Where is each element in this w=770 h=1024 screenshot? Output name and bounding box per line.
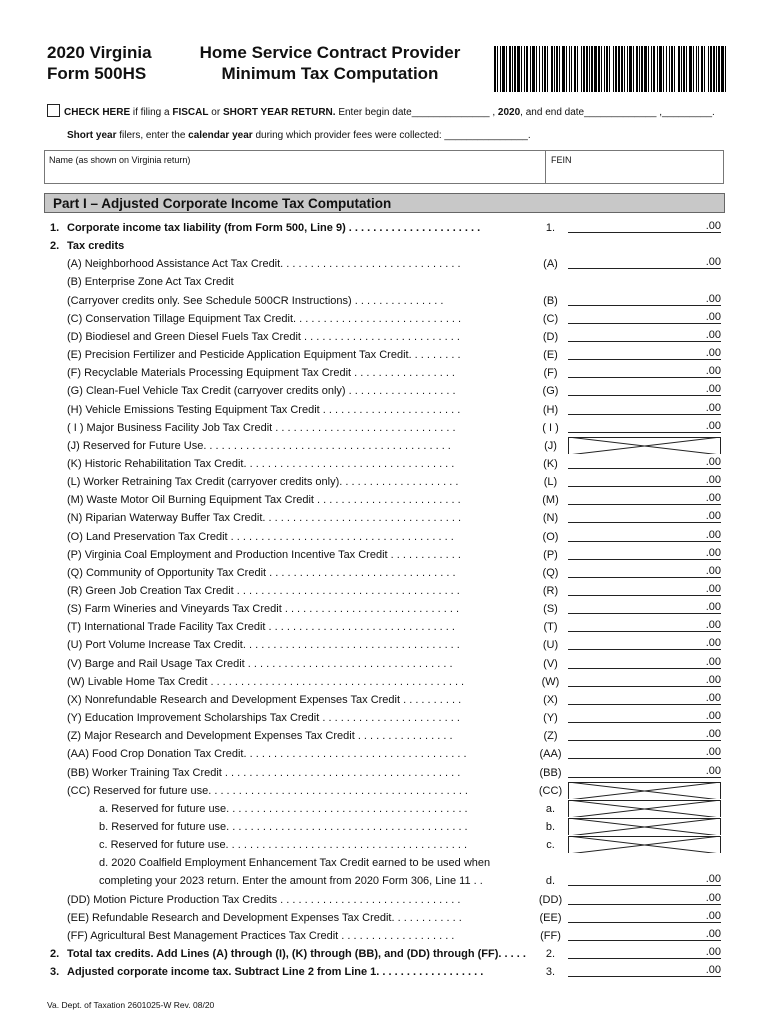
amount-field[interactable]: .00 xyxy=(568,582,721,596)
barcode-bar xyxy=(571,46,572,92)
main-title-line1: Home Service Contract Provider xyxy=(199,43,461,62)
barcode-bar xyxy=(669,46,670,92)
short-year-text-1: filers, enter the xyxy=(116,130,189,141)
line-label: (A) Neighborhood Assistance Act Tax Credit. . . . . . . . . . . . . . . . . . . . . . . . . . . . . . xyxy=(67,258,461,270)
barcode-bar xyxy=(636,46,638,92)
year-label: 2020 xyxy=(497,107,521,118)
tax-line-row xyxy=(0,963,770,981)
barcode-bar xyxy=(713,46,715,92)
line-reference: (CC) xyxy=(538,785,563,797)
barcode-bar xyxy=(651,46,652,92)
barcode xyxy=(494,46,726,92)
tax-line-row xyxy=(0,800,770,818)
line-label: (O) Land Preservation Tax Credit . . . . . . . . . . . . . . . . . . . . . . . . . . . . . . . . . . . . . xyxy=(67,531,454,543)
line-reference: (S) xyxy=(543,603,558,615)
barcode-bar xyxy=(678,46,680,92)
barcode-bar xyxy=(581,46,582,92)
barcode-bar xyxy=(577,46,578,92)
line-reference: 2. xyxy=(545,948,556,960)
barcode-bar xyxy=(696,46,697,92)
check-here-label: CHECK HERE xyxy=(64,107,131,118)
barcode-bar xyxy=(606,46,608,92)
tax-line-row xyxy=(0,727,770,745)
amount-field[interactable]: .00 xyxy=(568,927,721,941)
line-label: Corporate income tax liability (from Form 500, Line 9) . . . . . . . . . . . . . . . . . . . . . . xyxy=(67,222,481,234)
barcode-bar xyxy=(725,46,726,92)
tax-line-row xyxy=(0,818,770,836)
barcode-bar xyxy=(566,46,567,92)
line-label: (E) Precision Fertilizer and Pesticide Application Equipment Tax Credit. . . . . . . . . xyxy=(67,349,461,361)
barcode-bar xyxy=(618,46,620,92)
line-reference: (DD) xyxy=(538,894,563,906)
amount-field[interactable]: .00 xyxy=(568,764,721,778)
line-label: completing your 2023 return. Enter the amount from 2020 Form 306, Line 11 . . xyxy=(99,875,483,887)
barcode-bar xyxy=(601,46,602,92)
line-label: (C) Conservation Tillage Equipment Tax Credit. . . . . . . . . . . . . . . . . . . . . . . . . . . . xyxy=(67,313,462,325)
barcode-bar xyxy=(536,46,537,92)
line-reference: (O) xyxy=(542,531,559,543)
barcode-bar xyxy=(663,46,664,92)
amount-field[interactable]: .00 xyxy=(568,891,721,905)
barcode-bar xyxy=(562,46,565,92)
amount-field[interactable]: .00 xyxy=(568,292,721,306)
tax-line-row xyxy=(0,473,770,491)
line-label: (G) Clean-Fuel Vehicle Tax Credit (carryover credits only) . . . . . . . . . . . . . . . . . . xyxy=(67,385,456,397)
barcode-bar xyxy=(583,46,585,92)
check-text-1: if filing a xyxy=(130,107,173,118)
barcode-bar xyxy=(686,46,687,92)
tax-line-row xyxy=(0,909,770,927)
tax-line-row xyxy=(0,927,770,945)
fiscal-label: FISCAL xyxy=(172,107,209,118)
line-label: (CC) Reserved for future use. . . . . . . . . . . . . . . . . . . . . . . . . . . . . . . . . . . . . . . . . . . xyxy=(67,785,468,797)
crossed-out-field xyxy=(568,818,721,835)
line-reference: (W) xyxy=(541,676,560,688)
line-reference: (E) xyxy=(543,349,558,361)
line-reference: c. xyxy=(546,839,555,851)
form-main-title xyxy=(180,42,480,84)
barcode-bar xyxy=(698,46,699,92)
line-reference: (C) xyxy=(542,313,559,325)
fiscal-short-year-checkbox[interactable] xyxy=(47,104,60,117)
tax-line-row xyxy=(0,455,770,473)
barcode-bar xyxy=(559,46,560,92)
barcode-bar xyxy=(494,46,496,92)
tax-line-row xyxy=(0,546,770,564)
tax-line-row xyxy=(0,255,770,273)
line-label: (X) Nonrefundable Research and Development Expenses Tax Credit . . . . . . . . . . xyxy=(67,694,462,706)
tax-line-row xyxy=(0,618,770,636)
line-label: Adjusted corporate income tax. Subtract Line 2 from Line 1. . . . . . . . . . . . . . . . . . xyxy=(67,966,484,978)
calendar-year-field[interactable]: during which provider fees were collected: _______________. xyxy=(252,130,531,141)
line-reference: (K) xyxy=(543,458,558,470)
barcode-bar xyxy=(629,46,632,92)
line-label: (Y) Education Improvement Scholarships Tax Credit . . . . . . . . . . . . . . . . . . . . . . . xyxy=(67,712,460,724)
end-date-field[interactable]: , and end date_____________ ,_________. xyxy=(520,107,715,118)
fein-divider xyxy=(545,151,546,183)
line-label: (Z) Major Research and Development Expenses Tax Credit . . . . . . . . . . . . . . . . xyxy=(67,730,453,742)
barcode-bar xyxy=(627,46,628,92)
line-reference: (AA) xyxy=(539,748,562,760)
amount-field[interactable]: .00 xyxy=(568,945,721,959)
line-reference: (N) xyxy=(542,512,559,524)
barcode-bar xyxy=(666,46,667,92)
tax-line-row xyxy=(0,237,770,255)
barcode-bar xyxy=(509,46,511,92)
amount-field[interactable]: .00 xyxy=(568,528,721,542)
barcode-bar xyxy=(554,46,555,92)
line-label: (FF) Agricultural Best Management Practices Tax Credit . . . . . . . . . . . . . . . . . . . xyxy=(67,930,455,942)
line-label: (B) Enterprise Zone Act Tax Credit xyxy=(67,276,234,288)
amount-field[interactable]: .00 xyxy=(568,401,721,415)
line-reference: (T) xyxy=(543,621,558,633)
barcode-bar xyxy=(659,46,662,92)
part1-header: Part I – Adjusted Corporate Income Tax Computation xyxy=(44,193,725,213)
amount-field[interactable]: .00 xyxy=(568,219,721,233)
line-reference: d. xyxy=(545,875,556,887)
line-reference: (F) xyxy=(543,367,558,379)
line-label: (H) Vehicle Emissions Testing Equipment Tax Credit . . . . . . . . . . . . . . . . . . . . . . . xyxy=(67,404,461,416)
barcode-bar xyxy=(512,46,513,92)
line-label: (D) Biodiesel and Green Diesel Fuels Tax Credit . . . . . . . . . . . . . . . . . . . . . . . . . . xyxy=(67,331,460,343)
barcode-bar xyxy=(624,46,625,92)
line-label: (Q) Community of Opportunity Tax Credit . . . . . . . . . . . . . . . . . . . . . . . . . . . . . . . xyxy=(67,567,456,579)
barcode-bar xyxy=(710,46,712,92)
barcode-bar xyxy=(506,46,507,92)
line-label: (F) Recyclable Materials Processing Equipment Tax Credit . . . . . . . . . . . . . . . . . xyxy=(67,367,455,379)
line-reference: (J) xyxy=(544,440,557,452)
amount-field[interactable]: .00 xyxy=(568,655,721,669)
amount-field[interactable]: .00 xyxy=(568,473,721,487)
line-reference: b. xyxy=(545,821,556,833)
barcode-bar xyxy=(589,46,590,92)
line-label: (DD) Motion Picture Production Tax Credits . . . . . . . . . . . . . . . . . . . . . . . . . . . . . . xyxy=(67,894,461,906)
line-label: (J) Reserved for Future Use. . . . . . . . . . . . . . . . . . . . . . . . . . . . . . . . . . . . . . . . . xyxy=(67,440,451,452)
line-label: (U) Port Volume Increase Tax Credit. . . . . . . . . . . . . . . . . . . . . . . . . . . . . . . . . . . . xyxy=(67,639,460,651)
line-reference: (U) xyxy=(542,639,559,651)
line-number: 3. xyxy=(50,966,60,978)
line-reference: (Z) xyxy=(543,730,558,742)
tax-line-row xyxy=(0,310,770,328)
barcode-bar xyxy=(653,46,655,92)
barcode-bar xyxy=(586,46,588,92)
line-label: (EE) Refundable Research and Development Expenses Tax Credit. . . . . . . . . . . . xyxy=(67,912,462,924)
barcode-bar xyxy=(609,46,610,92)
line-reference: (X) xyxy=(543,694,558,706)
line-label: (W) Livable Home Tax Credit . . . . . . . . . . . . . . . . . . . . . . . . . . . . . . . . . . . . . . . . . . xyxy=(67,676,465,688)
barcode-bar xyxy=(641,46,643,92)
amount-field[interactable]: .00 xyxy=(568,509,721,523)
amount-field[interactable]: .00 xyxy=(568,491,721,505)
line-reference: (R) xyxy=(542,585,559,597)
line-reference: (M) xyxy=(542,494,559,506)
amount-field[interactable]: .00 xyxy=(568,709,721,723)
barcode-bar xyxy=(574,46,576,92)
tax-line-row xyxy=(0,854,770,872)
amount-field[interactable]: .00 xyxy=(568,963,721,977)
barcode-bar xyxy=(497,46,498,92)
amount-field[interactable]: .00 xyxy=(568,691,721,705)
tax-line-row xyxy=(0,782,770,800)
barcode-bar xyxy=(683,46,685,92)
barcode-bar xyxy=(704,46,705,92)
form-id-title: Form 500HS xyxy=(47,64,147,83)
amount-field[interactable]: .00 xyxy=(568,618,721,632)
line-reference: (Q) xyxy=(542,567,559,579)
barcode-bar xyxy=(613,46,614,92)
tax-line-row xyxy=(0,709,770,727)
tax-line-row xyxy=(0,328,770,346)
tax-line-row xyxy=(0,528,770,546)
tax-line-row xyxy=(0,273,770,291)
line-reference: 1. xyxy=(545,222,556,234)
line-reference: (P) xyxy=(543,549,558,561)
barcode-bar xyxy=(517,46,520,92)
footer-text: Va. Dept. of Taxation 2601025-W Rev. 08/20 xyxy=(47,1000,215,1010)
barcode-bar xyxy=(701,46,703,92)
amount-field[interactable]: .00 xyxy=(568,673,721,687)
amount-field[interactable]: .00 xyxy=(568,455,721,469)
barcode-bar xyxy=(681,46,682,92)
line-label: (V) Barge and Rail Usage Tax Credit . . . . . . . . . . . . . . . . . . . . . . . . . . . . . . . . . . xyxy=(67,658,453,670)
barcode-bar xyxy=(542,46,543,92)
tax-line-row xyxy=(0,292,770,310)
line-label: Total tax credits. Add Lines (A) through (I), (K) through (BB), and (DD) through (FF). . . . . xyxy=(67,948,526,960)
barcode-bar xyxy=(594,46,597,92)
fiscal-year-check-row xyxy=(47,104,715,121)
tax-line-row xyxy=(0,437,770,455)
line-reference: a. xyxy=(545,803,556,815)
barcode-bar xyxy=(621,46,623,92)
barcode-bar xyxy=(521,46,522,92)
tax-line-row xyxy=(0,836,770,854)
amount-field[interactable]: .00 xyxy=(568,364,721,378)
tax-line-row xyxy=(0,655,770,673)
barcode-bar xyxy=(639,46,640,92)
form-number-title xyxy=(47,42,152,84)
line-label: c. Reserved for future use. . . . . . . . . . . . . . . . . . . . . . . . . . . . . . . . . . . . . . . . xyxy=(99,839,467,851)
line-number: 2. xyxy=(50,948,60,960)
barcode-bar xyxy=(648,46,649,92)
line-label: (T) International Trade Facility Tax Credit . . . . . . . . . . . . . . . . . . . . . . . . . . . . . . . xyxy=(67,621,455,633)
line-label: a. Reserved for future use. . . . . . . . . . . . . . . . . . . . . . . . . . . . . . . . . . . . . . . . xyxy=(99,803,468,815)
amount-field[interactable]: .00 xyxy=(568,727,721,741)
tax-line-row xyxy=(0,691,770,709)
barcode-bar xyxy=(657,46,658,92)
tax-line-row xyxy=(0,401,770,419)
amount-field[interactable]: .00 xyxy=(568,419,721,433)
barcode-bar xyxy=(500,46,501,92)
barcode-bar xyxy=(689,46,692,92)
line-label: ( I ) Major Business Facility Job Tax Credit . . . . . . . . . . . . . . . . . . . . . . . . . . . . . . xyxy=(67,422,456,434)
line-label: (Carryover credits only. See Schedule 500CR Instructions) . . . . . . . . . . . . . . . xyxy=(67,295,444,307)
amount-field[interactable]: .00 xyxy=(568,872,721,886)
line-label: Tax credits xyxy=(67,240,125,252)
form-year-title: 2020 Virginia xyxy=(47,43,152,62)
line-reference: (EE) xyxy=(539,912,562,924)
short-year-bold: Short year xyxy=(67,130,117,141)
barcode-bar xyxy=(556,46,558,92)
amount-field[interactable]: .00 xyxy=(568,346,721,360)
barcode-bar xyxy=(544,46,546,92)
line-number: 2. xyxy=(50,240,60,252)
line-label: (BB) Worker Training Tax Credit . . . . . . . . . . . . . . . . . . . . . . . . . . . . . . . . . . . . . . . xyxy=(67,767,461,779)
tax-line-row xyxy=(0,636,770,654)
line-reference: 3. xyxy=(545,966,556,978)
line-reference: (H) xyxy=(542,404,559,416)
line-reference: (G) xyxy=(542,385,559,397)
barcode-bar xyxy=(551,46,553,92)
tax-line-row xyxy=(0,364,770,382)
tax-line-row xyxy=(0,564,770,582)
barcode-bar xyxy=(514,46,516,92)
tax-line-row xyxy=(0,219,770,237)
barcode-bar xyxy=(569,46,570,92)
barcode-bar xyxy=(671,46,673,92)
line-label: (L) Worker Retraining Tax Credit (carryover credits only). . . . . . . . . . . . . . . . . . . . xyxy=(67,476,459,488)
barcode-bar xyxy=(539,46,540,92)
line-label: (P) Virginia Coal Employment and Production Incentive Tax Credit . . . . . . . . . . . . xyxy=(67,549,461,561)
fein-label: FEIN xyxy=(551,155,572,165)
calendar-year-bold: calendar year xyxy=(188,130,253,141)
line-label: b. Reserved for future use. . . . . . . . . . . . . . . . . . . . . . . . . . . . . . . . . . . . . . . . xyxy=(99,821,468,833)
tax-line-row xyxy=(0,509,770,527)
line-number: 1. xyxy=(50,222,60,234)
line-reference: (A) xyxy=(543,258,558,270)
short-year-row xyxy=(67,128,531,144)
begin-date-field[interactable]: Enter begin date______________ , xyxy=(335,107,498,118)
crossed-out-field xyxy=(568,836,721,853)
line-label: (M) Waste Motor Oil Burning Equipment Tax Credit . . . . . . . . . . . . . . . . . . . . . . . . xyxy=(67,494,461,506)
barcode-bar xyxy=(674,46,675,92)
check-text-2: or xyxy=(208,107,223,118)
crossed-out-field xyxy=(568,782,721,799)
tax-line-row xyxy=(0,382,770,400)
line-reference: ( I ) xyxy=(542,422,559,434)
tax-line-row xyxy=(0,600,770,618)
tax-line-row xyxy=(0,891,770,909)
tax-line-row xyxy=(0,872,770,890)
barcode-bar xyxy=(547,46,548,92)
amount-field[interactable]: .00 xyxy=(568,909,721,923)
barcode-bar xyxy=(530,46,531,92)
tax-line-row xyxy=(0,673,770,691)
barcode-bar xyxy=(598,46,600,92)
line-label: (K) Historic Rehabilitation Tax Credit. . . . . . . . . . . . . . . . . . . . . . . . . . . . . . . . . . . xyxy=(67,458,455,470)
amount-field[interactable]: .00 xyxy=(568,328,721,342)
barcode-bar xyxy=(615,46,617,92)
amount-field[interactable]: .00 xyxy=(568,745,721,759)
line-label: (N) Riparian Waterway Buffer Tax Credit. . . . . . . . . . . . . . . . . . . . . . . . . . . . . . . . . xyxy=(67,512,462,524)
name-label: Name (as shown on Virginia return) xyxy=(49,155,191,165)
tax-line-row xyxy=(0,745,770,763)
amount-field[interactable]: .00 xyxy=(568,382,721,396)
tax-line-row xyxy=(0,346,770,364)
line-reference: (D) xyxy=(542,331,559,343)
line-reference: (BB) xyxy=(539,767,562,779)
amount-field[interactable]: .00 xyxy=(568,255,721,269)
amount-field[interactable]: .00 xyxy=(568,600,721,614)
main-title-line2: Minimum Tax Computation xyxy=(221,64,439,83)
barcode-bar xyxy=(721,46,724,92)
barcode-bar xyxy=(716,46,717,92)
short-year-label: SHORT YEAR RETURN. xyxy=(222,107,336,118)
barcode-bar xyxy=(633,46,634,92)
line-label: (S) Farm Wineries and Vineyards Tax Credit . . . . . . . . . . . . . . . . . . . . . . . . . . . . . xyxy=(67,603,460,615)
barcode-bar xyxy=(526,46,528,92)
crossed-out-field xyxy=(568,437,721,454)
barcode-bar xyxy=(532,46,535,92)
barcode-bar xyxy=(644,46,647,92)
amount-field[interactable]: .00 xyxy=(568,636,721,650)
barcode-bar xyxy=(718,46,720,92)
line-label: (R) Green Job Creation Tax Credit . . . . . . . . . . . . . . . . . . . . . . . . . . . . . . . . . . . . . xyxy=(67,585,460,597)
tax-line-row xyxy=(0,582,770,600)
line-reference: (B) xyxy=(543,295,558,307)
name-fein-box[interactable] xyxy=(44,150,724,184)
amount-field[interactable]: .00 xyxy=(568,546,721,560)
line-label: d. 2020 Coalfield Employment Enhancement Tax Credit earned to be used when xyxy=(99,857,491,869)
barcode-bar xyxy=(591,46,593,92)
line-label: (AA) Food Crop Donation Tax Credit. . . . . . . . . . . . . . . . . . . . . . . . . . . . . . . . . . . . . xyxy=(67,748,467,760)
amount-field[interactable]: .00 xyxy=(568,564,721,578)
barcode-bar xyxy=(693,46,694,92)
line-reference: (L) xyxy=(543,476,558,488)
barcode-bar xyxy=(502,46,505,92)
tax-line-row xyxy=(0,419,770,437)
line-reference: (FF) xyxy=(540,930,561,942)
barcode-bar xyxy=(524,46,525,92)
line-reference: (V) xyxy=(543,658,558,670)
barcode-bar xyxy=(604,46,605,92)
tax-line-row xyxy=(0,764,770,782)
crossed-out-field xyxy=(568,800,721,817)
barcode-bar xyxy=(708,46,709,92)
line-reference: (Y) xyxy=(543,712,558,724)
tax-line-row xyxy=(0,945,770,963)
amount-field[interactable]: .00 xyxy=(568,310,721,324)
tax-line-row xyxy=(0,491,770,509)
